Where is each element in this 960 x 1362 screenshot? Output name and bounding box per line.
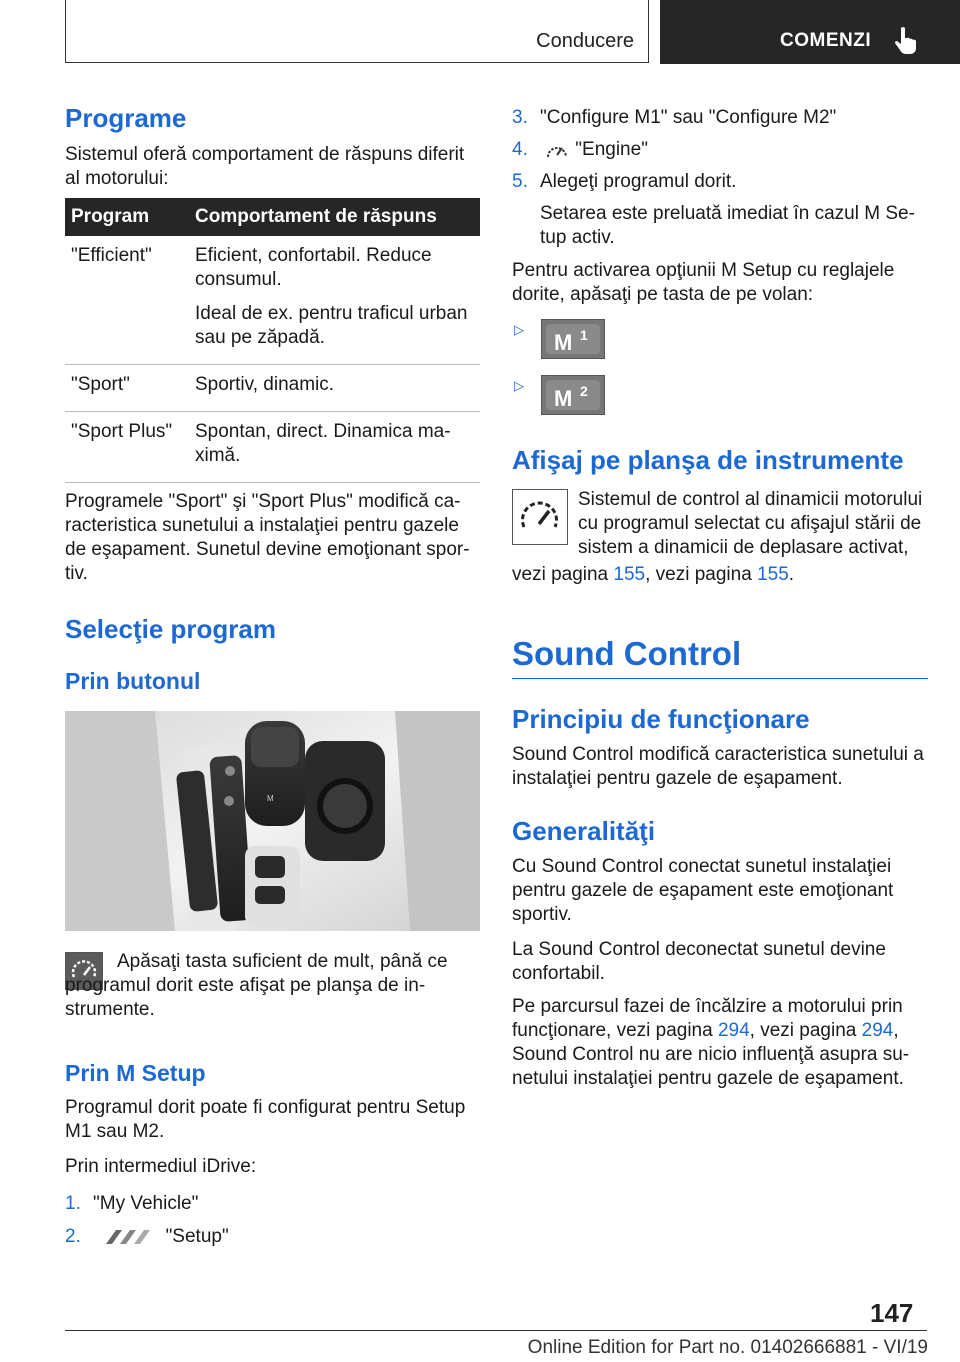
svg-text:M: M	[554, 386, 573, 411]
dynamic-display-icon-box	[512, 489, 568, 545]
general-text-part: Pe parcursul fazei de încălzire a motorului prin funcţionare, vezi pagina	[512, 996, 903, 1041]
m1-label	[542, 320, 543, 321]
pointing-hand-icon	[894, 26, 920, 54]
msetup-title: Prin M Setup	[65, 1060, 206, 1086]
step-text: Alegeţi programul dorit.	[540, 171, 737, 192]
table-cell-program: "Sport Plus"	[65, 412, 189, 483]
step-item	[65, 1225, 229, 1249]
page-number: 147	[870, 1298, 914, 1328]
msetup-text: Programul dorit poate fi configurat pentru Setup M1 sau M2.	[65, 1097, 466, 1142]
sound-control-title: Sound Control	[512, 635, 742, 672]
triangle-bullet-icon: ▷	[514, 378, 524, 393]
header-section-label: Conducere	[536, 30, 634, 52]
m2-steering-button	[541, 375, 605, 415]
triangle-bullet-icon: ▷	[514, 322, 524, 337]
table-cell-program: "Sport"	[65, 365, 189, 412]
step-item	[65, 1192, 198, 1216]
response-line: Sportiv, dinamic.	[195, 374, 335, 395]
step-text: "Engine"	[575, 139, 648, 160]
footer-rule	[65, 1330, 927, 1331]
svg-text:1: 1	[580, 327, 588, 343]
header-chapter-label: COMENZI	[780, 30, 872, 51]
step5-note: Setarea este preluată imediat în cazul M Se-tup activ.	[540, 203, 915, 248]
principle-title: Principiu de funcţionare	[512, 704, 810, 734]
step-number: 5.	[512, 171, 528, 192]
title-divider	[512, 678, 928, 679]
response-line: Eficient, confortabil. Reduce consumul.	[195, 245, 432, 290]
general-text-3	[512, 995, 928, 1091]
display-references	[512, 563, 794, 587]
m1-key-icon	[542, 320, 604, 358]
table-cell-program: "Efficient"	[65, 236, 189, 365]
center-console-image	[65, 711, 480, 931]
step-number: 2.	[65, 1226, 81, 1247]
step-number: 4.	[512, 139, 528, 160]
general-title: Generalităţi	[512, 816, 656, 846]
settings-stripes-icon	[100, 1228, 156, 1246]
general-text-part: , Sound Control nu are nicio influenţă asupra su-netului instalaţiei pentru gazele de eşapament.	[512, 1020, 910, 1089]
reference-text: vezi pagina	[512, 564, 609, 585]
page-link[interactable]: 155	[613, 564, 646, 585]
button-title: Prin butonul	[65, 668, 201, 694]
page-link[interactable]: 155	[757, 564, 789, 585]
svg-text:M: M	[267, 794, 274, 803]
response-line: Ideal de ex. pentru traficul urban sau pe zăpadă.	[195, 303, 468, 348]
table-header-program: Program	[65, 198, 189, 236]
step-item	[512, 106, 836, 130]
svg-text:2: 2	[580, 383, 588, 399]
speedometer-icon	[513, 490, 566, 543]
step-text: "Setup"	[165, 1226, 229, 1247]
m2-key-icon	[542, 376, 604, 414]
footer-edition: Online Edition for Part no. 01402666881 - VI/19	[527, 1337, 928, 1358]
general-text-part: , vezi pagina	[749, 1020, 857, 1041]
step-number: 1.	[65, 1193, 81, 1214]
step-text: "My Vehicle"	[93, 1193, 199, 1214]
selection-title: Selecţie program	[65, 614, 276, 644]
principle-text: Sound Control modifică caracteristica sunetului a instalaţiei pentru gazele de eşapament.	[512, 744, 924, 789]
table-header-response: Comportament de răspuns	[189, 198, 480, 236]
engine-gauge-icon	[545, 140, 569, 160]
table-row	[65, 236, 480, 365]
page-link[interactable]: 294	[717, 1020, 750, 1041]
idrive-text: Prin intermediul iDrive:	[65, 1156, 257, 1177]
table-row	[65, 365, 480, 412]
step-text: "Configure M1" sau "Configure M2"	[540, 107, 837, 128]
display-title: Afişaj pe planşa de instrumente	[512, 445, 904, 475]
table-cell-response	[189, 365, 480, 412]
reference-text: , vezi pagina	[645, 564, 752, 585]
general-text-2: La Sound Control deconectat sunetul devine confortabil.	[512, 939, 886, 984]
programs-table	[65, 198, 480, 483]
general-text-1: Cu Sound Control conectat sunetul instalaţiei pentru gazele de eşapament este emoţionant sportiv.	[512, 856, 894, 925]
sound-note: Programele "Sport" şi "Sport Plus" modifică ca-racteristica sunetului a instalaţiei pentru gazele de eşapament. Sunetul devine emoţionant spor-tiv.	[65, 491, 470, 584]
svg-text:M: M	[554, 330, 573, 355]
step-number: 3.	[512, 107, 528, 128]
programs-title: Programe	[65, 103, 187, 133]
header-section-box	[65, 0, 649, 63]
m1-steering-button	[541, 319, 605, 359]
programs-intro: Sistemul oferă comportament de răspuns diferit al motorului:	[65, 144, 465, 189]
table-cell-response	[189, 412, 480, 483]
table-row	[65, 412, 480, 483]
step-item	[512, 170, 736, 194]
activate-text: Pentru activarea opţiunii M Setup cu reglajele dorite, apăsaţi pe tasta de pe volan:	[512, 260, 895, 305]
response-line: Spontan, direct. Dinamica ma-ximă.	[195, 421, 451, 466]
reference-text: .	[788, 564, 795, 585]
table-cell-response	[189, 236, 480, 365]
m2-label	[542, 376, 543, 377]
button-text: Apăsaţi tasta suficient de mult, până ce programul dorit este afişat pe planşa de in-strumente.	[65, 951, 448, 1020]
page-link[interactable]: 294	[861, 1020, 894, 1041]
header-chapter-box	[660, 0, 960, 64]
display-text: Sistemul de control al dinamicii motorului cu programul selectat cu afişajul stării de sistem a dinamicii de deplasare activat,	[578, 489, 923, 558]
step-item	[512, 138, 648, 162]
